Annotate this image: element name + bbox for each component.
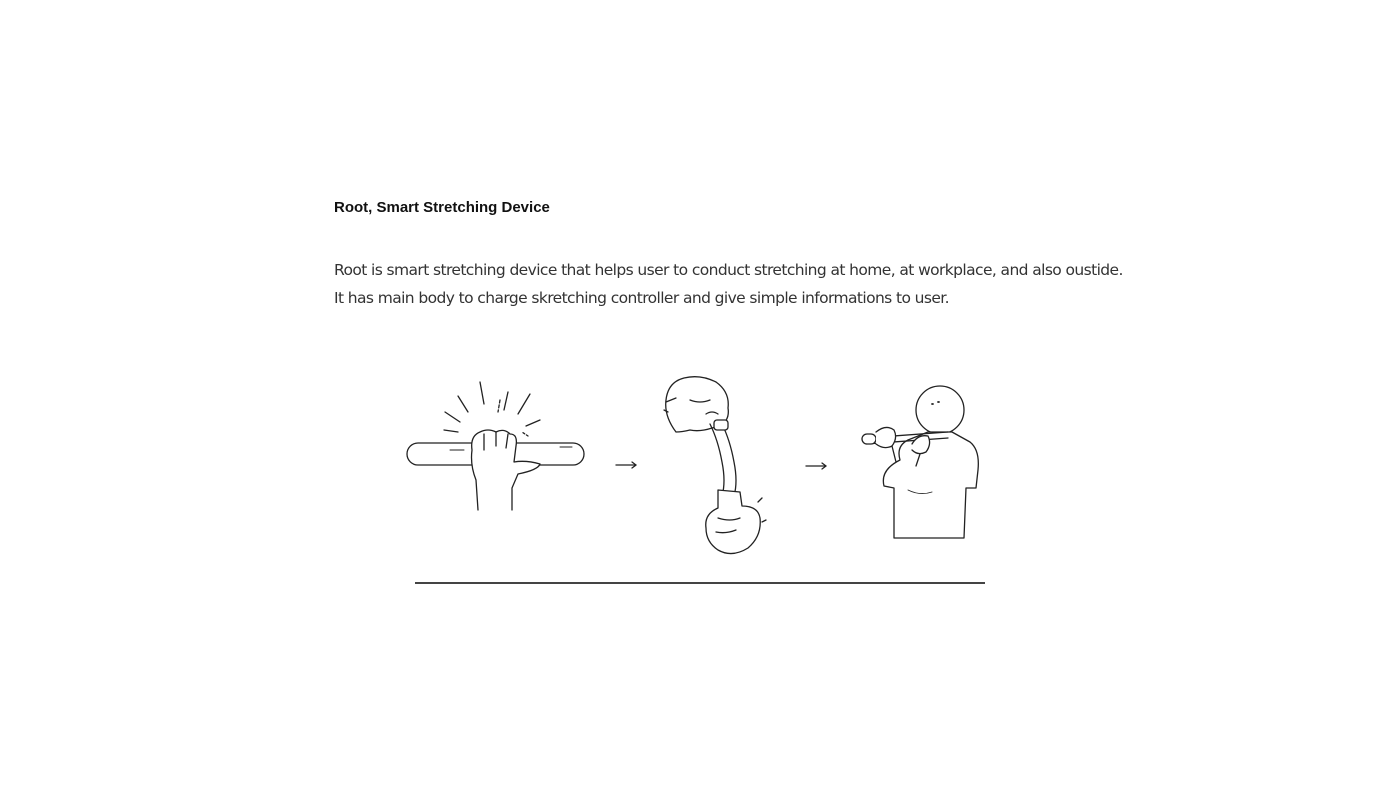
description-line: It has main body to charge skretching controller and give simple informations to user. [334,289,949,307]
arrow-right-icon [806,463,826,469]
person-stretching-icon [862,386,978,538]
hand-grabbing-device-icon [407,382,584,510]
description [334,256,1123,312]
arrow-right-icon [616,462,636,468]
description-line: Root is smart stretching device that helps user to conduct stretching at home, at workplace, and also oustide. [334,261,1123,279]
page-title: Root, Smart Stretching Device [334,199,550,216]
usage-illustration [400,370,1000,570]
section-divider [415,582,985,584]
hands-bending-device-icon [664,377,766,554]
